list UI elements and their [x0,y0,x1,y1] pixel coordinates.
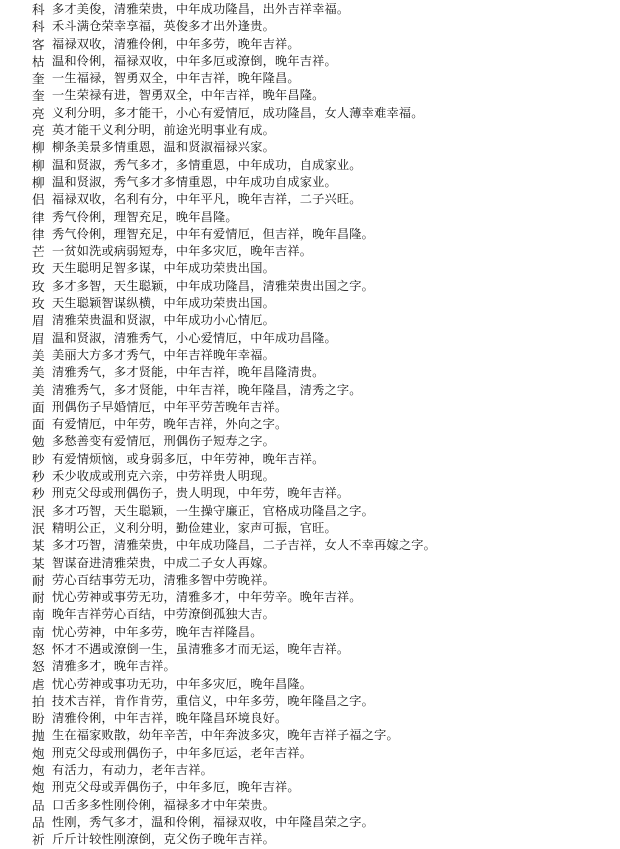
name-entry [0,676,620,693]
entry-character: 眉 [32,313,45,329]
entry-character: 奎 [32,71,45,87]
name-entry [0,641,620,658]
entry-description: 性刚，秀气多才，温和伶俐，福禄双收，中年隆昌荣之字。 [52,814,375,829]
name-entry [0,157,620,174]
name-entry [0,658,620,675]
entry-character: 亮 [32,123,45,139]
name-entry [0,364,620,381]
entry-character: 柳 [32,174,45,190]
entry-character: 勉 [32,434,45,450]
entry-character: 炮 [32,745,45,761]
name-entry [0,399,620,416]
entry-character: 耐 [32,590,45,606]
entry-character: 芒 [32,244,45,260]
entry-character: 耐 [32,572,45,588]
name-entry [0,814,620,831]
entry-description: 秀气伶俐，理智充足，晚年昌隆。 [52,209,238,224]
entry-description: 福禄双收，清雅伶俐，中年多劳，晚年吉祥。 [52,36,300,51]
entry-character: 律 [32,226,45,242]
name-entry [0,485,620,502]
name-entry [0,416,620,433]
entry-character: 品 [32,814,45,830]
name-entry [0,520,620,537]
name-entry [0,624,620,641]
entry-character: 炮 [32,763,45,779]
entry-character: 祈 [32,832,45,848]
name-entry [0,53,620,70]
entry-character: 秒 [32,486,45,502]
entry-character: 秒 [32,469,45,485]
entry-description: 忧心劳神或事劳无功，清雅多才，中年劳辛。晚年吉祥。 [52,590,362,605]
name-entry [0,191,620,208]
entry-character: 柳 [32,140,45,156]
entry-character: 侣 [32,192,45,208]
entry-description: 刑偶伤子早婚情厄，中年平劳苦晚年吉祥。 [52,399,288,414]
entry-character: 奎 [32,88,45,104]
name-entry [0,382,620,399]
entry-description: 一贫如洗或病弱短寿，中年多灾厄，晚年吉祥。 [52,244,313,259]
entry-character: 盼 [32,711,45,727]
name-entry [0,831,620,848]
entry-description: 多才美俊，清雅荣贵，中年成功隆昌，出外吉祥幸福。 [52,2,350,16]
name-entry [0,762,620,779]
entry-description: 有活力，有动力，老年吉祥。 [52,763,214,778]
entry-character: 南 [32,624,45,640]
entry-character: 柳 [32,157,45,173]
entry-description: 清雅多才，晚年吉祥。 [52,659,176,674]
name-entry [0,70,620,87]
name-entry [0,209,620,226]
entry-character: 美 [32,382,45,398]
name-entry [0,693,620,710]
entry-character: 面 [32,417,45,433]
entry-description: 斤斤计较性刚潦倒，克父伤子晚年吉祥。 [52,832,275,847]
entry-description: 柳条美景多情重恩，温和贤淑福禄兴家。 [52,140,275,155]
name-entry [0,451,620,468]
entry-character: 眇 [32,451,45,467]
name-entry [0,797,620,814]
entry-character: 某 [32,538,45,554]
entry-description: 禾少收成或刑克六亲，中劳祥贵人明现。 [52,469,275,484]
name-entry [0,589,620,606]
name-entry [0,347,620,364]
entry-description: 温和贤淑，秀气多才多情重恩，中年成功自成家业。 [52,174,337,189]
name-entry [0,433,620,450]
name-entry [0,503,620,520]
entry-character: 科 [32,2,45,17]
entry-description: 多才多智，天生聪颖，中年成功隆昌，清雅荣贵出国之字。 [52,278,375,293]
entry-description: 多才巧智，清雅荣贵，中年成功隆昌，二子吉祥，女人不幸再嫁之字。 [52,538,437,553]
entry-description: 一生福禄，智勇双全，中年吉祥，晚年隆昌。 [52,71,300,86]
name-entry [0,572,620,589]
name-entry [0,278,620,295]
name-entry [0,260,620,277]
entry-character: 拍 [32,693,45,709]
entry-character: 面 [32,399,45,415]
entry-description: 口舌多多性刚伶俐，福禄多才中年荣贵。 [52,797,275,812]
entry-description: 刑克父母或弄偶伤子，中年多厄，晚年吉祥。 [52,780,300,795]
entry-description: 刑克父母或刑偶伤子，贵人明现，中年劳，晚年吉祥。 [52,486,350,501]
name-entry [0,87,620,104]
entry-description: 有爱情厄，中年劳，晚年吉祥，外向之字。 [52,417,288,432]
entry-description: 清雅秀气，多才贤能，中年吉祥，晚年昌隆清贵。 [52,365,325,380]
name-entry [0,122,620,139]
entry-character: 玫 [32,261,45,277]
entry-description: 一生荣禄有进，智勇双全，中年吉祥，晚年昌隆。 [52,88,325,103]
name-entry [0,139,620,156]
entry-character: 美 [32,347,45,363]
entry-character: 怒 [32,641,45,657]
name-entry [0,606,620,623]
entry-description: 技术吉祥，肯作肯劳，重信义，中年多劳，晚年隆昌之字。 [52,693,375,708]
entry-description: 清雅秀气，多才贤能，中年吉祥，晚年隆昌，清秀之字。 [52,382,362,397]
entry-description: 劳心百结事劳无功，清雅多智中劳晚祥。 [52,572,275,587]
entry-description: 福禄双收，名利有分，中年平凡，晚年吉祥，二子兴旺。 [52,192,362,207]
name-entry [0,727,620,744]
entry-description: 多才巧智，天生聪颖，一生操守廉正，官格成功隆昌之字。 [52,503,375,518]
entry-description: 温和贤淑，清雅秀气，小心爱情厄，中年成功昌隆。 [52,330,337,345]
entry-character: 眉 [32,330,45,346]
entry-description: 精明公正，义利分明，勤俭建业，家声可振，官旺。 [52,520,337,535]
entry-description: 晚年吉祥劳心百结，中劳潦倒孤独大吉。 [52,607,275,622]
name-entry [0,468,620,485]
entry-description: 天生聪颖智谋纵横，中年成功荣贵出国。 [52,296,275,311]
entry-description: 清雅伶俐，中年吉祥，晚年隆昌环境良好。 [52,711,288,726]
name-entry [0,555,620,572]
entry-description: 秀气伶俐，理智充足，中年有爱情厄，但吉祥，晚年昌隆。 [52,226,375,241]
name-entry [0,1,620,18]
entry-description: 刑克父母或刑偶伤子，中年多厄运，老年吉祥。 [52,745,313,760]
name-entry [0,330,620,347]
name-entry [0,18,620,35]
name-entry [0,174,620,191]
entry-description: 美丽大方多才秀气，中年吉祥晚年幸福。 [52,347,275,362]
entry-character: 枯 [32,53,45,69]
name-entry [0,226,620,243]
entry-character: 客 [32,36,45,52]
entry-description: 怀才不遇或潦倒一生，虽清雅多才而无运，晚年吉祥。 [52,641,350,656]
entry-character: 泯 [32,520,45,536]
entry-character: 抛 [32,728,45,744]
entry-description: 义利分明，多才能干，小心有爱情厄，成功隆昌，女人薄幸难幸福。 [52,105,424,120]
entry-description: 有爱情烦恼，或身弱多厄，中年劳神，晚年吉祥。 [52,451,325,466]
entry-character: 泯 [32,503,45,519]
entry-character: 炮 [32,780,45,796]
entry-character: 南 [32,607,45,623]
name-entry [0,312,620,329]
name-entry [0,710,620,727]
entry-description: 多愁善变有爱情厄，刑偶伤子短寿之字。 [52,434,275,449]
entry-character: 美 [32,365,45,381]
name-entry [0,105,620,122]
entry-description: 智谋奋进清雅荣贵，中成二子女人再嫁。 [52,555,275,570]
entry-description: 生在福家败散，幼年辛苦，中年奔波多灾，晚年吉祥子福之字。 [52,728,399,743]
entry-character: 某 [32,555,45,571]
entry-character: 律 [32,209,45,225]
entry-character: 玫 [32,278,45,294]
entry-description: 忧心劳神或事功无功，中年多灾厄，晚年昌隆。 [52,676,313,691]
entry-description: 英才能干义利分明，前途光明事业有成。 [52,123,275,138]
entry-description: 忧心劳神，中年多劳，晚年吉祥隆昌。 [52,624,263,639]
entry-character: 玫 [32,296,45,312]
name-entry [0,243,620,260]
entry-description: 清雅荣贵温和贤淑，中年成功小心情厄。 [52,313,275,328]
name-entry [0,295,620,312]
entry-character: 虐 [32,676,45,692]
entry-description: 温和伶俐，福禄双收，中年多厄或潦倒，晚年吉祥。 [52,53,337,68]
entry-description: 禾斗满仓荣幸享福，英俊多才出外逢贵。 [52,19,275,34]
entry-character: 科 [32,19,45,35]
name-entry [0,537,620,554]
name-entry [0,36,620,53]
name-entry [0,745,620,762]
entry-character: 品 [32,797,45,813]
name-entry [0,779,620,796]
entry-description: 天生聪明足智多谋，中年成功荣贵出国。 [52,261,275,276]
entry-character: 亮 [32,105,45,121]
entry-description: 温和贤淑，秀气多才，多情重恩，中年成功，自成家业。 [52,157,362,172]
entry-character: 怒 [32,659,45,675]
